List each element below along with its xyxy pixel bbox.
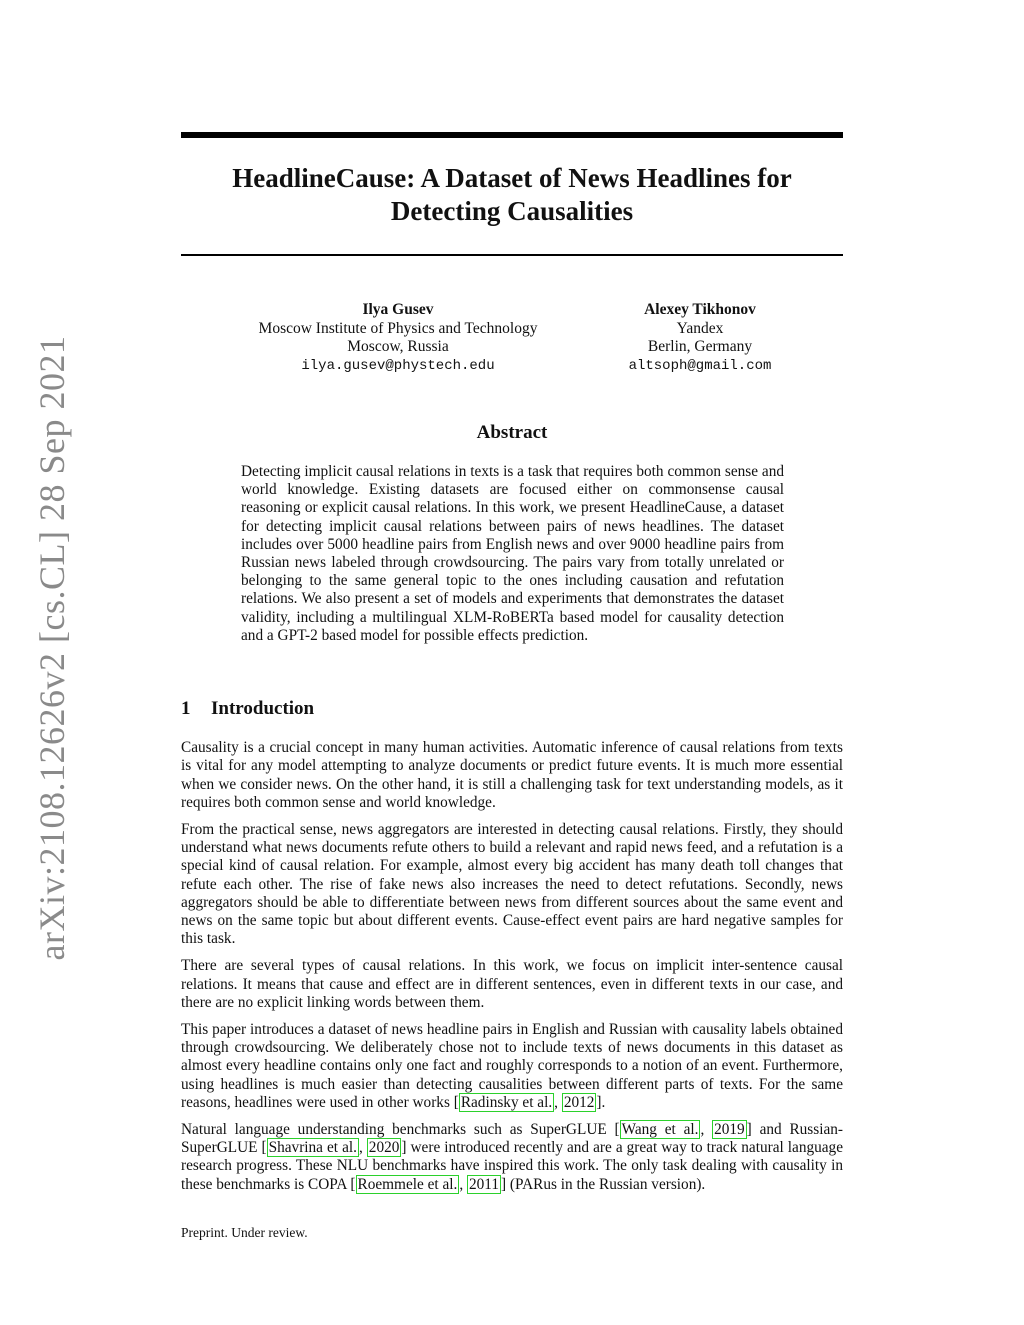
citation-separator: , (700, 1120, 713, 1138)
title-line-2: Detecting Causalities (390, 196, 634, 226)
paragraph-text: Natural language understanding benchmarks such as SuperGLUE [ (181, 1120, 620, 1138)
author-name: Alexey Tikhonov (644, 301, 756, 318)
citation-link[interactable]: 2019 (714, 1120, 745, 1138)
author-block-1 (238, 301, 558, 375)
citation-link[interactable]: 2020 (368, 1138, 400, 1156)
author-block-2 (600, 301, 800, 375)
citation-link[interactable]: Radinsky et al. (460, 1093, 553, 1111)
abstract-heading: Abstract (476, 422, 548, 443)
paper-title (181, 162, 843, 228)
citation-link[interactable]: 2012 (563, 1093, 595, 1111)
title-line-1: HeadlineCause: A Dataset of News Headlines for (232, 163, 792, 193)
section-number: 1 (181, 698, 191, 719)
citation-link[interactable]: Wang et al. (621, 1120, 699, 1138)
abstract-text: Detecting implicit causal relations in texts is a task that requires both common sense and world knowledge. Existing datasets are focused either on commonsense causal reasoning or explicit causal relations. In this work, we present HeadlineCause, a dataset for detecting implicit causal relations between pairs of news headlines. The dataset includes over 5000 headline pairs from English news and over 9000 headline pairs from Russian news labeled through crowdsourcing. The pairs vary from totally unrelated or belonging to the same general topic to the ones including causation and refutation relations. We also present a set of models and experiments that demonstrates the dataset validity, including a multilingual XLM-RoBERTa based model for causality detection and a GPT-2 based model for possible effects prediction. (241, 463, 784, 644)
citation-link[interactable]: Shavrina et al. (268, 1138, 357, 1156)
paragraph-text: ] and Russian-SuperGLUE [ (181, 1120, 843, 1156)
paragraph: From the practical sense, news aggregators are interested in detecting causal relations. Firstly, they should understand what news documents refute others to build a relevant and rapid news feed, and a refutation is a special kind of causal relation. For example, almost every big accident has many death toll changes that refute each other. The rise of fake news also increases the need to detect refutations. Secondly, news aggregators should be able to differentiate between news from different sources about the same event and news on the same topic but about different events. Cause-effect event pairs are hard negative samples for this task. (181, 820, 843, 948)
author-location: Moscow, Russia (347, 338, 449, 355)
arxiv-identifier[interactable]: arXiv:2108.12626v2 [cs.CL] 28 Sep 2021 (32, 335, 72, 961)
paragraph-text: ] were introduced recently and are a great way to track natural language research progress. These NLU benchmarks have inspired this work. The only task dealing with causality in these benchmarks is COPA [ (181, 1138, 843, 1193)
author-affiliation: Yandex (676, 319, 724, 337)
citation-link[interactable]: Roemmele et al. (357, 1175, 458, 1193)
citation-separator: , (358, 1138, 367, 1156)
citation-link[interactable]: 2011 (468, 1175, 500, 1193)
paragraph-text: ] (PARus in the Russian version). (501, 1175, 706, 1193)
section-heading (181, 698, 314, 720)
footer-note: Preprint. Under review. (181, 1225, 308, 1240)
title-top-rule (181, 132, 843, 138)
author-affiliation: Moscow Institute of Physics and Technology (258, 319, 538, 337)
citation-separator: , (459, 1175, 467, 1193)
author-email[interactable]: altsoph@gmail.com (628, 357, 772, 374)
section-title: Introduction (211, 698, 315, 719)
paragraph-text: ]. (596, 1093, 606, 1111)
title-bottom-rule (181, 254, 843, 256)
paragraph (181, 1121, 843, 1194)
paragraph-text: This paper introduces a dataset of news headline pairs in English and Russian with causality labels obtained through crowdsourcing. We deliberately chose not to include texts of news documents in this dataset as almost every headline contains only one fact and roughly corresponds to a notion of an event. Furthermore, using headlines is much easier than detecting causalities between different parts of texts. For the same reasons, headlines were used in other works [ (181, 1020, 843, 1111)
paragraph: There are several types of causal relations. In this work, we focus on implicit inter-sentence causal relations. It means that cause and effect are in different sentences, even in different texts in our case, and there are no explicit linking words between them. (181, 957, 843, 1011)
author-location: Berlin, Germany (647, 338, 753, 355)
citation-separator: , (554, 1093, 562, 1111)
paragraph (181, 1021, 843, 1112)
author-name: Ilya Gusev (362, 301, 434, 318)
introduction-body (181, 739, 843, 1202)
paragraph: Causality is a crucial concept in many human activities. Automatic inference of causal relations from texts is vital for any model attempting to analyze documents or predict future events. It is much more essential when we consider news. On the other hand, it is still a challenging task for text understanding models, as it requires both common sense and world knowledge. (181, 739, 843, 811)
author-email[interactable]: ilya.gusev@phystech.edu (301, 357, 495, 374)
